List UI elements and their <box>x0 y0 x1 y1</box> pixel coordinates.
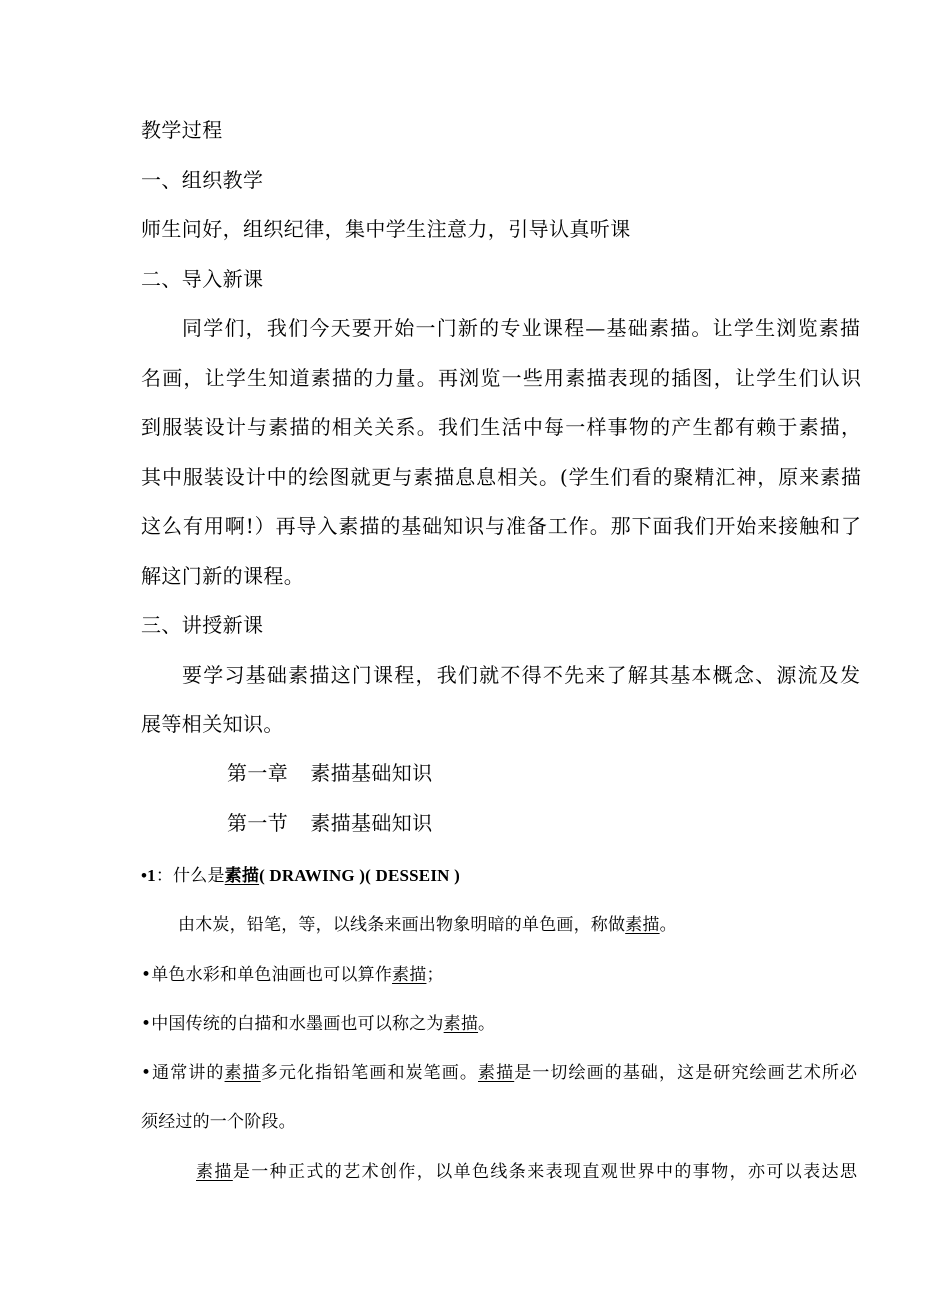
bullet-3-mid: 多元化指铅笔画和炭笔画。 <box>260 1063 478 1083</box>
intro-line-6: 解这门新的课程。 <box>141 564 305 588</box>
intro-line-2: 名画，让学生知道素描的力量。再浏览一些用素描表现的插图，让学生们认识 <box>141 366 861 390</box>
question-1 <box>141 864 460 888</box>
section-heading <box>227 811 433 835</box>
section-number: 第一节 <box>227 811 289 835</box>
bullet-2-end: 。 <box>478 1014 496 1034</box>
bullet-1 <box>141 963 444 987</box>
organize-body: 师生问好，组织纪律，集中学生注意力，引导认真听课 <box>141 217 631 241</box>
section-title: 素描基础知识 <box>310 811 433 835</box>
definition-text: 由木炭，铅笔，等，以线条来画出物象明暗的单色画，称做 <box>178 915 626 935</box>
bullet-3-end: 是一切绘画的基础，这是研究绘画艺术所必 <box>514 1063 858 1083</box>
bullet-2-text: •中国传统的白描和水墨画也可以称之为 <box>141 1014 444 1034</box>
bullet-1-end: ； <box>426 965 444 985</box>
bullet-3-continued: 须经过的一个阶段。 <box>141 1112 296 1132</box>
intro-line-4: 其中服装设计中的绘图就更与素描息息相关。(学生们看的聚精汇神，原来素描 <box>141 465 861 489</box>
chapter-title: 素描基础知识 <box>310 761 433 785</box>
term-sketch: 素描 <box>224 866 260 885</box>
definition-end: 。 <box>659 915 677 935</box>
chapter-number: 第一章 <box>227 761 289 785</box>
section-heading-intro: 二、导入新课 <box>141 267 264 291</box>
term-sketch: 素描 <box>196 1162 233 1182</box>
term-sketch: 素描 <box>443 1014 479 1034</box>
term-sketch: 素描 <box>478 1063 515 1083</box>
bullet-2 <box>141 1012 495 1036</box>
section-heading-organize: 一、组织教学 <box>141 168 264 192</box>
section-heading-lecture: 三、讲授新课 <box>141 613 264 637</box>
chapter-heading <box>227 761 433 785</box>
final-paragraph-text: 是一种正式的艺术创作，以单色线条来表现直观世界中的事物，亦可以表达思 <box>232 1162 858 1182</box>
term-sketch: 素描 <box>625 915 660 935</box>
definition <box>178 913 677 937</box>
question-number: •1 <box>141 866 156 885</box>
final-paragraph <box>196 1160 857 1184</box>
intro-line-5: 这么有用啊!）再导入素描的基础知识与准备工作。那下面我们开始来接触和了 <box>141 514 861 538</box>
term-sketch: 素描 <box>224 1063 261 1083</box>
intro-line-1: 同学们，我们今天要开始一门新的专业课程—基础素描。让学生浏览素描 <box>182 316 860 340</box>
lecture-line-2: 展等相关知识。 <box>141 712 284 736</box>
bullet-3-text: •通常讲的 <box>141 1063 225 1083</box>
bullet-3 <box>141 1061 857 1085</box>
lecture-line-1: 要学习基础素描这门课程，我们就不得不先来了解其基本概念、源流及发 <box>182 663 860 687</box>
term-sketch: 素描 <box>392 965 427 985</box>
intro-line-3: 到服装设计与素描的相关关系。我们生活中每一样事物的产生都有赖于素描， <box>141 415 861 439</box>
bullet-1-text: •单色水彩和单色油画也可以算作 <box>141 965 393 985</box>
english-terms: ( DRAWING )( DESSEIN ) <box>259 866 460 885</box>
doc-title: 教学过程 <box>141 118 223 142</box>
question-prefix: ：什么是 <box>155 866 225 886</box>
